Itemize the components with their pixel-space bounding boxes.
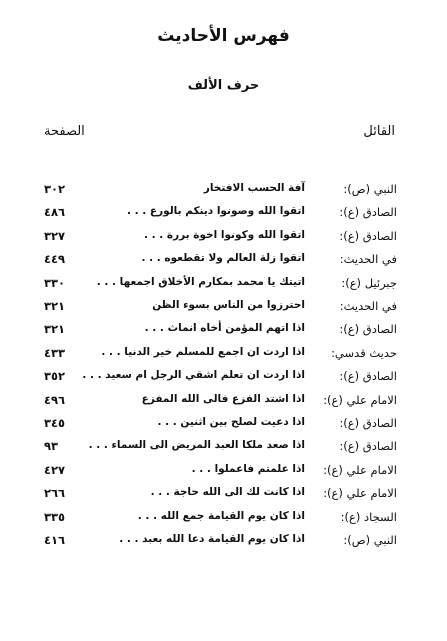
list-item [0,393,447,413]
list-item [0,252,447,272]
list-item [0,463,447,483]
list-item [0,416,447,436]
page-number: ٣٠٢ [44,182,66,196]
hadith-text: اتقوا الله وكونوا اخوة بررة . . . [143,228,305,241]
page-number: ٤٣٣ [44,345,66,360]
hadith-text: اذا دعيت لصلح بين اثنين . . . [157,416,305,428]
page-number: ٣٢٧ [44,228,66,243]
list-item [0,533,447,553]
list-item [0,346,447,366]
hadith-text: اتقوا الله وصونوا دينكم بالورع . . . [127,205,305,218]
hadith-text: احترزوا من الناس بسوء الظن [152,299,305,311]
list-item [0,369,447,389]
speaker: جبرئيل (ع): [341,275,397,290]
hadith-text: اذا اشتد الفزع فالى الله المفزع [141,392,305,405]
hadith-text: اذا اردت ان اجمع للمسلم خير الدنيا . . . [101,345,305,358]
page-number: ٤٩٦ [44,392,66,407]
page-number: ٣٤٥ [44,416,66,430]
hadith-text: اذا كان يوم القيامة جمع الله . . . [137,509,305,522]
list-item [0,299,447,319]
speaker: الامام علي (ع): [323,392,397,407]
speaker: الصادق (ع): [339,205,397,220]
section-heading: حرف الألف [187,78,260,93]
page-number: ٣٢١ [44,322,66,337]
speaker: الصادق (ع): [339,369,397,384]
speaker: الصادق (ع): [339,416,397,430]
list-item [0,322,447,342]
speaker: الصادق (ع): [339,439,397,454]
speaker-column-header: القائل [363,124,395,139]
speaker: الصادق (ع): [339,228,397,243]
list-item [0,486,447,506]
page-number: ٣٥٢ [44,369,66,384]
list-item [0,439,447,459]
speaker: الامام علي (ع): [323,486,397,501]
page-number: ٣٢١ [44,299,66,313]
hadith-text: آفة الحسب الافتخار [203,182,305,194]
hadith-text: اذا اردت ان تعلم اشقي الرجل ام سعيد . . . [82,369,305,382]
list-item [0,276,447,296]
hadith-text: اذا كانت لك الى الله حاجة . . . [150,486,305,499]
page-number: ٩٣ [44,439,59,454]
hadith-text: اذا اتهم المؤمن أخاه انماث . . . [144,322,305,335]
page-number: ٤٢٧ [44,462,66,477]
page-title: فهرس الأحاديث [157,26,290,46]
speaker: النبي (ص): [343,533,397,547]
speaker: الصادق (ع): [339,322,397,337]
speaker: السجاد (ع): [340,509,397,524]
page-number: ٤٤٩ [44,252,66,267]
hadith-text: اتيتك يا محمد بمكارم الأخلاق اجمعها . . . [96,275,305,288]
speaker: الامام علي (ع): [323,462,397,477]
hadith-text: اذا صعد ملكا العبد المريض الى السماء . . . [88,439,305,452]
page-number: ٤٨٦ [44,205,66,220]
list-item [0,182,447,202]
speaker: في الحديث: [339,252,397,267]
page-number: ٣٣٥ [44,509,66,524]
page-number: ٣٣٠ [44,275,66,290]
hadith-text: اذا علمتم فاعملوا . . . [191,462,305,475]
page-number: ٢٦٦ [44,486,66,501]
hadith-text: اتقوا زلة العالم ولا تقطعوه . . . [141,252,305,265]
hadith-text: اذا كان يوم القيامة دعا الله بعبد . . . [119,533,305,545]
speaker: حديث قدسي: [331,345,397,360]
list-item [0,510,447,530]
page-column-header: الصفحة [44,124,85,139]
speaker: في الحديث: [339,299,397,313]
page-number: ٤١٦ [44,533,66,547]
speaker: النبي (ص): [343,182,397,196]
list-item [0,229,447,249]
list-item [0,205,447,225]
